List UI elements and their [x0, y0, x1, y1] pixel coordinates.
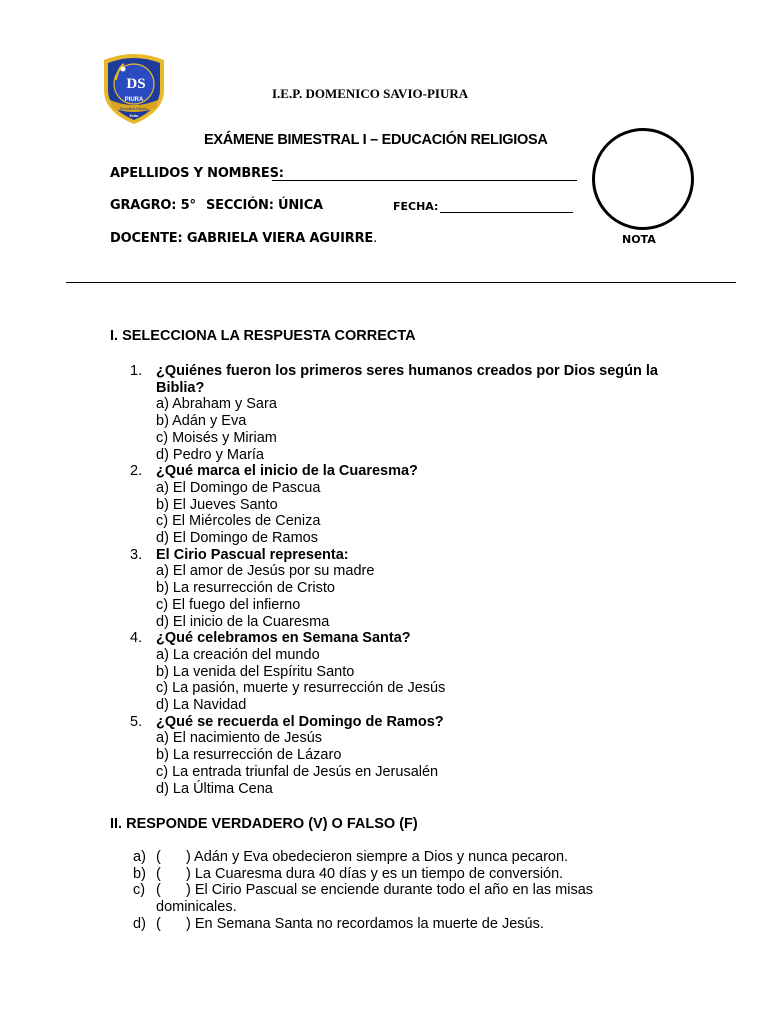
question-item: [130, 714, 670, 798]
item-letter: d): [133, 915, 146, 932]
question-list: [130, 363, 670, 797]
teacher-punct: .: [373, 231, 377, 246]
answer-option[interactable]: c) La entrada triunfal de Jesús en Jerusalén: [156, 763, 439, 780]
question-item: [130, 630, 670, 714]
logo-city: PIURA: [124, 97, 144, 103]
question-item: [130, 363, 670, 463]
answer-option[interactable]: d) Pedro y María: [156, 446, 264, 463]
question-number: 4.: [130, 630, 143, 647]
question-text: ¿Quiénes fueron los primeros seres humanos creados por Dios según la Biblia?: [156, 363, 658, 396]
answer-option[interactable]: a) El nacimiento de Jesús: [156, 730, 323, 747]
answer-option[interactable]: d) El inicio de la Cuaresma: [156, 613, 330, 630]
score-label: NOTA: [622, 233, 656, 246]
answer-option[interactable]: b) El Jueves Santo: [156, 496, 278, 513]
answer-option[interactable]: c) El fuego del infierno: [156, 596, 301, 613]
answer-option[interactable]: c) La pasión, muerte y resurrección de Jesús: [156, 680, 446, 697]
question-item: [130, 547, 670, 631]
header-divider: [66, 282, 736, 283]
question-text: ¿Qué se recuerda el Domingo de Ramos?: [156, 713, 444, 730]
statement-text: ) La Cuaresma dura 40 días y es un tiempo de conversión.: [186, 865, 564, 882]
statement-text: ) El Cirio Pascual se enciende durante todo el año en las misas: [186, 882, 594, 899]
question-number: 5.: [130, 713, 143, 730]
answer-blank[interactable]: (: [156, 915, 161, 932]
school-name: I.E.P. DOMENICO SAVIO-PIURA: [272, 86, 469, 101]
answer-option[interactable]: b) La resurrección de Lázaro: [156, 747, 342, 764]
question-text: El Cirio Pascual representa:: [156, 546, 349, 563]
question-text: ¿Qué celebramos en Semana Santa?: [156, 630, 411, 647]
section-label: SECCIÓN: ÚNICA: [206, 198, 323, 213]
answer-option[interactable]: c) Moisés y Miriam: [156, 429, 277, 446]
question-item: [130, 463, 670, 547]
teacher-label: [110, 231, 377, 246]
true-false-list: [133, 849, 653, 933]
question-number: 1.: [130, 363, 143, 379]
date-label: FECHA:: [393, 200, 439, 213]
answer-option[interactable]: d) El Domingo de Ramos: [156, 530, 318, 547]
school-logo: [96, 50, 172, 126]
section1-title: I. SELECCIONA LA RESPUESTA CORRECTA: [110, 328, 416, 344]
logo-motto: Disciplina Estudio: [119, 107, 149, 111]
grade-label: GRAGRO: 5°: [110, 198, 196, 213]
date-field-line[interactable]: [440, 212, 573, 213]
answer-option[interactable]: b) La resurrección de Cristo: [156, 580, 335, 597]
section2-title: II. RESPONDE VERDADERO (V) O FALSO (F): [110, 816, 418, 832]
logo-banner: Exito: [129, 114, 139, 118]
logo-initials: DS: [126, 76, 146, 92]
true-false-item: [133, 849, 653, 866]
question-text: ¿Qué marca el inicio de la Cuaresma?: [156, 463, 418, 480]
answer-option[interactable]: a) El amor de Jesús por su madre: [156, 563, 375, 580]
names-label: APELLIDOS Y NOMBRES:: [110, 166, 284, 181]
answer-option[interactable]: a) El Domingo de Pascua: [156, 479, 321, 496]
answer-option[interactable]: c) El Miércoles de Ceniza: [156, 513, 321, 530]
item-letter: a): [133, 849, 146, 865]
score-circle[interactable]: [592, 128, 694, 230]
true-false-item: [133, 916, 653, 933]
question-number: 3.: [130, 546, 143, 563]
true-false-item: [133, 866, 653, 883]
item-letter: c): [133, 882, 146, 899]
item-letter: b): [133, 865, 146, 882]
statement-continuation: dominicales.: [156, 899, 237, 916]
answer-option[interactable]: d) La Última Cena: [156, 780, 273, 797]
names-field-line[interactable]: [272, 180, 577, 181]
answer-blank[interactable]: (: [156, 849, 161, 865]
exam-title: EXÁMENE BIMESTRAL I – EDUCACIÓN RELIGIOSA: [204, 132, 548, 148]
answer-option[interactable]: b) Adán y Eva: [156, 413, 247, 430]
answer-blank[interactable]: (: [156, 865, 161, 882]
question-number: 2.: [130, 463, 143, 480]
answer-option[interactable]: a) La creación del mundo: [156, 646, 320, 663]
teacher-name: DOCENTE: GABRIELA VIERA AGUIRRE: [110, 231, 374, 246]
answer-blank[interactable]: (: [156, 882, 161, 899]
answer-option[interactable]: a) Abraham y Sara: [156, 396, 277, 413]
answer-option[interactable]: b) La venida del Espíritu Santo: [156, 663, 355, 680]
answer-option[interactable]: d) La Navidad: [156, 697, 247, 714]
true-false-item: [133, 882, 653, 915]
statement-text: ) En Semana Santa no recordamos la muerte de Jesús.: [186, 915, 544, 932]
statement-text: ) Adán y Eva obedecieron siempre a Dios y nunca pecaron.: [186, 849, 569, 865]
